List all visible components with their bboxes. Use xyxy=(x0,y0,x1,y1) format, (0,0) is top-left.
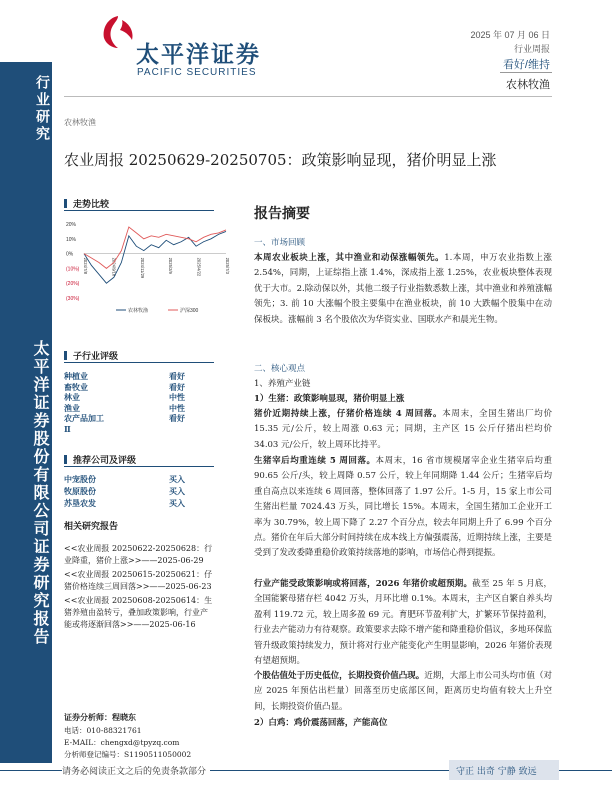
recommend-name: 苏垦农发 xyxy=(64,498,96,508)
brand-logo-icon xyxy=(100,14,136,50)
subindustry-name: 林业 xyxy=(64,392,80,402)
legend-label: 沪深300 xyxy=(180,308,199,314)
footer-disclaimer: 请务必阅读正文之后的免责条款部分 xyxy=(62,764,210,777)
y-tick-label: (30%) xyxy=(66,296,80,302)
heading-marker xyxy=(64,351,67,360)
related-report-link[interactable]: <<农业周报 20250622-20250628：行业降重，猪价上涨>>——2025-06-29 xyxy=(64,544,213,565)
recommend-name: 牧原股份 xyxy=(64,486,96,496)
recommend-row xyxy=(64,486,194,498)
legend-label: 农林牧渔 xyxy=(128,308,149,314)
y-tick-label: 10% xyxy=(66,236,77,243)
subindustry-name: 种植业 xyxy=(64,371,88,381)
subindustry-row xyxy=(64,424,194,436)
report-type: 行业周报 xyxy=(513,44,550,54)
header-rule xyxy=(64,96,552,97)
capacity-body: 截至 25 年 5 月底，全国能繁母猪存栏 4042 万头，月环比增 0.1%。本周末，主产区自繁自养头均盈利 119.72 元，较上周多盈 69 元。育肥环节盈利扩大，扩繁环节保持盈利，行业去产能动力有待观察。政策要求去除不增产能和降重稳价倡议，多地环保监管升级政策持续发力，预计将对行业产能变化产生明显影响，2026 年猪价表现有望超预期。 xyxy=(254,579,552,667)
industry-rating: 看好/维持 xyxy=(502,59,550,71)
valuation-lead: 个股估值处于历史低位，长期投资价值凸现。 xyxy=(254,671,425,681)
header-sector: 农林牧渔 xyxy=(506,79,550,91)
capacity-paragraph xyxy=(254,577,552,669)
analyst-name: 证券分析师：程晓东 xyxy=(64,712,136,722)
section-core-views: 二、核心观点 xyxy=(254,364,306,374)
trend-chart xyxy=(64,218,234,318)
recommend-heading xyxy=(64,453,136,466)
y-tick-label: (20%) xyxy=(66,281,80,288)
brand-name-en: PACIFIC SECURITIES xyxy=(137,67,257,78)
subindustry-name: 畜牧业 xyxy=(64,381,88,392)
subindustry-rating: 中性 xyxy=(169,402,185,413)
subindustry-heading xyxy=(64,349,118,362)
series-line-hs300 xyxy=(84,227,226,268)
y-tick-label: (10%) xyxy=(66,266,80,273)
related-heading: 相关研究报告 xyxy=(64,522,119,532)
hog-price-paragraph xyxy=(254,407,552,453)
recommend-rating: 买入 xyxy=(169,486,185,496)
analyst-email: E-MAIL：chengxd@tpyzq.com xyxy=(64,738,180,747)
subindustry-name: Ⅱ xyxy=(64,423,71,434)
trend-rule xyxy=(64,210,214,211)
y-tick-label: 0% xyxy=(66,251,74,258)
capacity-lead: 行业产能受政策影响或将回落，2026 年猪价或超预期。 xyxy=(254,579,473,589)
x-tick-label: 2024/7/8 xyxy=(83,257,88,274)
section-market-review: 一、市场回顾 xyxy=(254,238,306,248)
subindustry-heading-text: 子行业评级 xyxy=(73,352,119,362)
x-tick-label: 2025/4/22 xyxy=(196,257,202,277)
analyst-cert: 分析师登记编号：S1190511050002 xyxy=(64,750,192,759)
subindustry-rating: 看好 xyxy=(169,371,185,381)
report-date: 2025 年 07 月 06 日 xyxy=(470,30,550,40)
related-report-link[interactable]: <<农业周报 20250615-20250621：仔猪价格连续三周回落>>——2025-06-23 xyxy=(64,570,213,591)
y-tick-label: 20% xyxy=(66,222,77,228)
trend-heading-text: 走势比较 xyxy=(73,200,110,210)
hog-heading: 1）生猪：政策影响显现，猪价明显上涨 xyxy=(254,394,405,404)
x-tick-label: 2025/2/9 xyxy=(168,257,174,274)
x-tick-label: 2025/7/3 xyxy=(225,257,230,274)
market-review-paragraph xyxy=(254,251,552,328)
hog-weight-body: 本周末，16 省市规模屠宰企业生猪宰后均重 90.65 公斤/头，较上周降 0.57 公斤，较上年同期降 1.44 公斤；生猪宰后均重自高点以来连续 6 周回落，整体回落了 1.97 公斤。1-5 月，15 家上市公司生猪出栏量 7024.43 万头，同比增长 15%。本周末，全国生猪加工企业开工率为 30.79%，较上周下降了 2.27 个百分点，较去年同期上升了 6.99 个百分点。猪价在年后大部分时间持续在成本线上方偏强震荡，近期持续上涨，主要是受到了发改委降重稳价政策持续落地的影响，市场信心得到提振。 xyxy=(254,456,552,559)
subindustry-name: 农产品加工 xyxy=(64,413,104,423)
subsection-livestock: 1、养殖产业链 xyxy=(254,379,311,389)
related-list xyxy=(64,543,214,633)
subindustry-rating: 看好 xyxy=(169,413,185,423)
footer-slogan: 守正 出奇 宁静 致远 xyxy=(456,767,537,777)
broiler-heading: 2）白鸡：鸡价震荡回落，产能高位 xyxy=(254,718,388,728)
band-bottom-label: 太平洋证券股份有限公司证券研究报告 xyxy=(31,340,50,646)
hog-price-body: 本周末，全国生猪出厂均价 15.35 元/公斤，较上周涨 0.63 元；同期，主产区 15 公斤仔猪出栏均价 34.03 元/公斤，较上周环比持平。 xyxy=(254,409,552,450)
recommend-rating: 买入 xyxy=(169,474,185,484)
side-band xyxy=(0,62,52,763)
market-review-body: 1.本周，申万农业指数上涨 2.54%，同期，上证综指上涨 1.4%，深成指上涨 1.25%，农业板块整体表现优于大市。2.除动保以外，其他二级子行业指数悉数上涨，其中渔业和养殖涨幅领先；3. 前 10 大涨幅个股主要集中在渔业板块，前 10 大跌幅个股集中在动保板块。涨幅前 3 名个股依次为华资实业、国联水产和晨光生物。 xyxy=(254,253,552,325)
summary-title: 报告摘要 xyxy=(254,206,310,222)
trend-heading xyxy=(64,197,109,210)
x-tick-label: 2024/9/18 xyxy=(111,257,117,277)
valuation-body: 近期，大部上市公司头均市值（对应 2025 年预估出栏量）回落至历史底部区间，距离历史均值有较大上升空间，长期投资价值凸显。 xyxy=(254,671,552,712)
recommend-row xyxy=(64,474,194,486)
series-line-agri xyxy=(84,231,226,283)
recommend-name: 中宠股份 xyxy=(64,474,96,484)
hog-weight-paragraph xyxy=(254,454,552,562)
hog-price-lead: 猪价近期持续上涨，仔猪价格连续 4 周回落。 xyxy=(254,409,443,419)
recommend-rating: 买入 xyxy=(169,498,185,508)
subindustry-rating: 中性 xyxy=(169,392,185,402)
valuation-paragraph xyxy=(254,669,552,715)
subindustry-rule xyxy=(64,362,214,363)
recommend-row xyxy=(64,498,194,510)
subindustry-name: 渔业 xyxy=(64,402,80,413)
related-report-link[interactable]: <<农业周报 20250608-20250614：生猪养殖由盈转亏，叠加政策影响，行业产能或将逐渐回落>>——2025-06-16 xyxy=(64,596,213,629)
recommend-heading-text: 推荐公司及评级 xyxy=(73,456,137,466)
hog-weight-lead: 生猪宰后均重连续 5 周回落。 xyxy=(254,456,376,466)
header-divider xyxy=(500,72,552,73)
report-title: 农业周报 20250629-20250705：政策影响显现，猪价明显上涨 xyxy=(64,151,497,169)
x-tick-label: 2024/11/29 xyxy=(139,257,145,279)
sector-label: 农林牧渔 xyxy=(64,118,96,127)
market-review-lead: 本周农业板块上涨，其中渔业和动保涨幅领先。 xyxy=(254,253,445,263)
heading-marker xyxy=(64,199,67,208)
heading-marker xyxy=(64,455,67,464)
brand-name-cn: 太平洋证券 xyxy=(136,41,261,67)
analyst-phone: 电话：010-88321761 xyxy=(64,726,142,735)
subindustry-rating: 看好 xyxy=(169,381,185,392)
recommend-rule xyxy=(64,466,214,467)
band-top-label: 行业研究 xyxy=(34,75,50,143)
